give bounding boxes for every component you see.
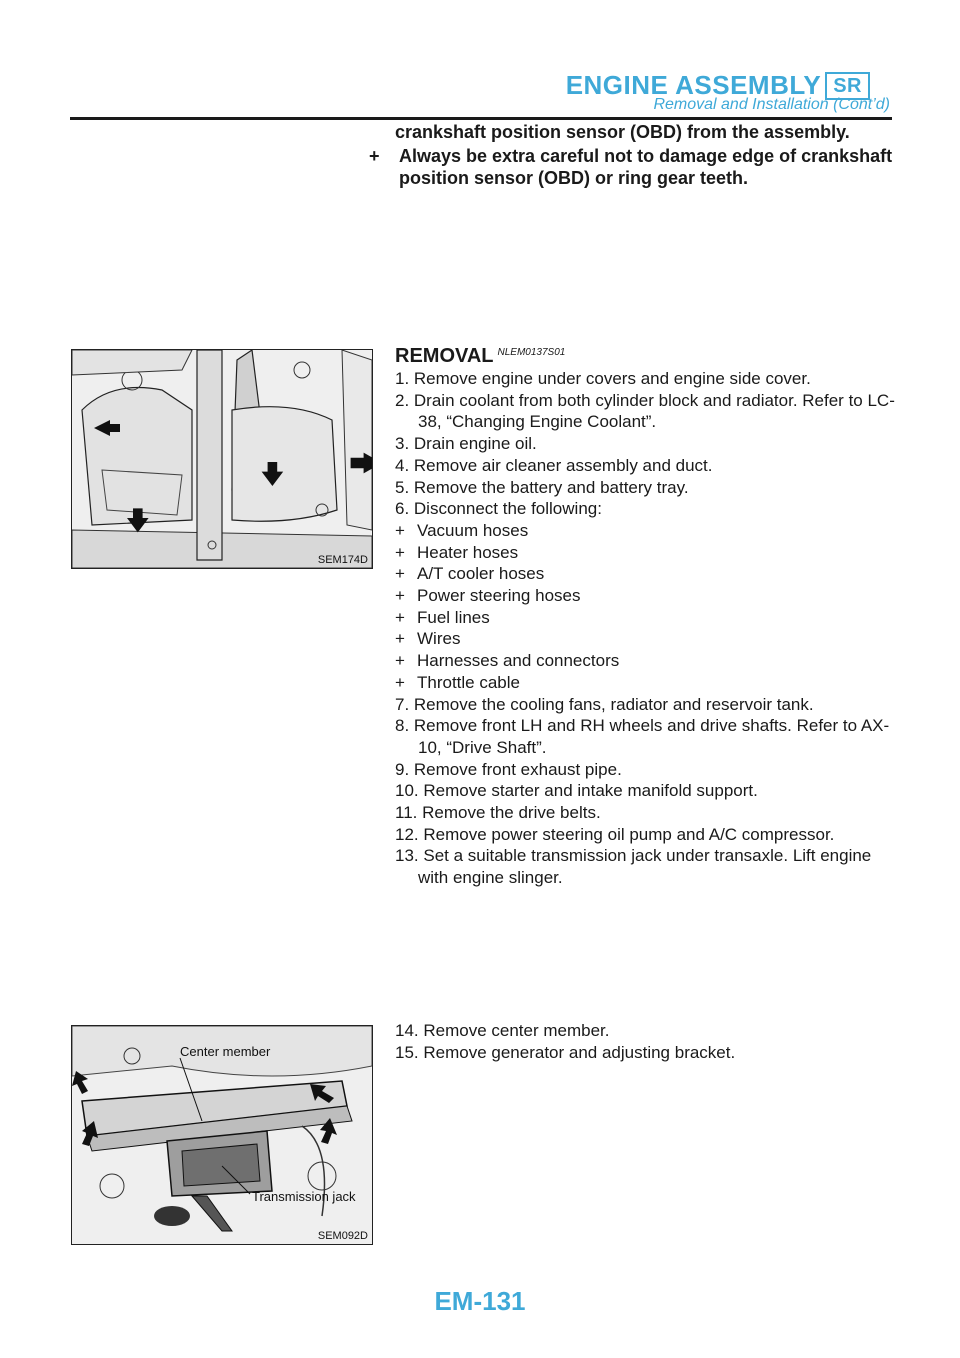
- disconnect-item-text: Wires: [417, 629, 461, 649]
- bullet-mark: +: [395, 607, 405, 627]
- disconnect-item: [395, 520, 895, 542]
- disconnect-item-text: Heater hoses: [417, 542, 519, 562]
- step-item: 13. Set a suitable transmission jack under transaxle. Lift engine with engine slinger.: [395, 846, 872, 888]
- removal-steps: [395, 368, 895, 889]
- step-item: 3. Drain engine oil.: [395, 434, 537, 454]
- center-member-label: Center member: [180, 1044, 271, 1059]
- bullet-mark: +: [369, 146, 380, 166]
- section-subtitle: Removal and Installation (Cont’d): [653, 96, 890, 113]
- bullet-mark: +: [395, 564, 405, 584]
- section-title-text: ENGINE ASSEMBLY: [565, 70, 822, 100]
- step-item: 10. Remove starter and intake manifold support.: [395, 781, 758, 801]
- bullet-mark: +: [395, 586, 405, 606]
- engine-badge: SR: [825, 72, 870, 100]
- disconnect-item-text: Power steering hoses: [417, 586, 581, 606]
- step-item: 9. Remove front exhaust pipe.: [395, 759, 622, 779]
- step-item: 14. Remove center member.: [395, 1021, 610, 1040]
- center-member-illustration: [72, 1026, 372, 1244]
- step-item: 6. Disconnect the following:: [395, 499, 602, 519]
- disconnect-item: [395, 542, 895, 564]
- disconnect-item-text: A/T cooler hoses: [417, 564, 545, 584]
- intro-block: [369, 121, 895, 189]
- disconnect-item: [395, 563, 895, 585]
- bullet-mark: +: [395, 542, 405, 562]
- step-item: 12. Remove power steering oil pump and A/C compressor.: [395, 824, 835, 844]
- engine-underside-illustration: [72, 350, 372, 568]
- disconnect-item-text: Fuel lines: [417, 607, 490, 627]
- bullet-mark: +: [395, 629, 405, 649]
- figure-code: SEM174D: [317, 554, 368, 566]
- disconnect-item-text: Vacuum hoses: [417, 520, 529, 540]
- disconnect-item: [395, 672, 895, 694]
- removal-section: [395, 345, 895, 889]
- step-item: 8. Remove front LH and RH wheels and drive shafts. Refer to AX-10, “Drive Shaft”.: [395, 716, 890, 757]
- bullet-mark: +: [395, 520, 405, 540]
- removal-heading-text: REMOVAL: [395, 345, 494, 367]
- disconnect-item: [395, 650, 895, 672]
- disconnect-item: [395, 628, 895, 650]
- figure-center-member: [71, 1025, 373, 1245]
- disconnect-item: [395, 585, 895, 607]
- step-item: 1. Remove engine under covers and engine side cover.: [395, 369, 811, 388]
- bullet-mark: +: [395, 672, 405, 692]
- step-item: 15. Remove generator and adjusting bracket.: [395, 1043, 736, 1062]
- bullet-mark: +: [395, 651, 405, 671]
- caution-text: Always be extra careful not to damage edge of crankshaft position sensor (OBD) or ring gear teeth.: [399, 146, 893, 188]
- figure-engine-underside: [71, 349, 373, 569]
- disconnect-item: [395, 607, 895, 629]
- removal-steps-continued: [395, 1020, 895, 1064]
- step-item: 5. Remove the battery and battery tray.: [395, 477, 689, 497]
- header-rule: [70, 117, 892, 120]
- page-number: EM-131: [434, 1286, 526, 1316]
- caution-item: [369, 145, 895, 189]
- page-header: [0, 0, 960, 118]
- removal-code: NLEM0137S01: [497, 347, 566, 358]
- disconnect-item-text: Harnesses and connectors: [417, 651, 620, 671]
- step-item: 11. Remove the drive belts.: [395, 803, 601, 823]
- step-item: 7. Remove the cooling fans, radiator and reservoir tank.: [395, 694, 814, 714]
- figure-code: SEM092D: [317, 1230, 368, 1242]
- disconnect-item-text: Throttle cable: [417, 672, 520, 692]
- step-item: 4. Remove air cleaner assembly and duct.: [395, 455, 713, 475]
- removal-heading: [395, 345, 895, 368]
- transmission-jack-label: Transmission jack: [252, 1189, 356, 1204]
- continued-text: crankshaft position sensor (OBD) from the assembly.: [395, 122, 850, 142]
- step-item: 2. Drain coolant from both cylinder block and radiator. Refer to LC-38, “Changing Engine Coolant”.: [395, 390, 895, 432]
